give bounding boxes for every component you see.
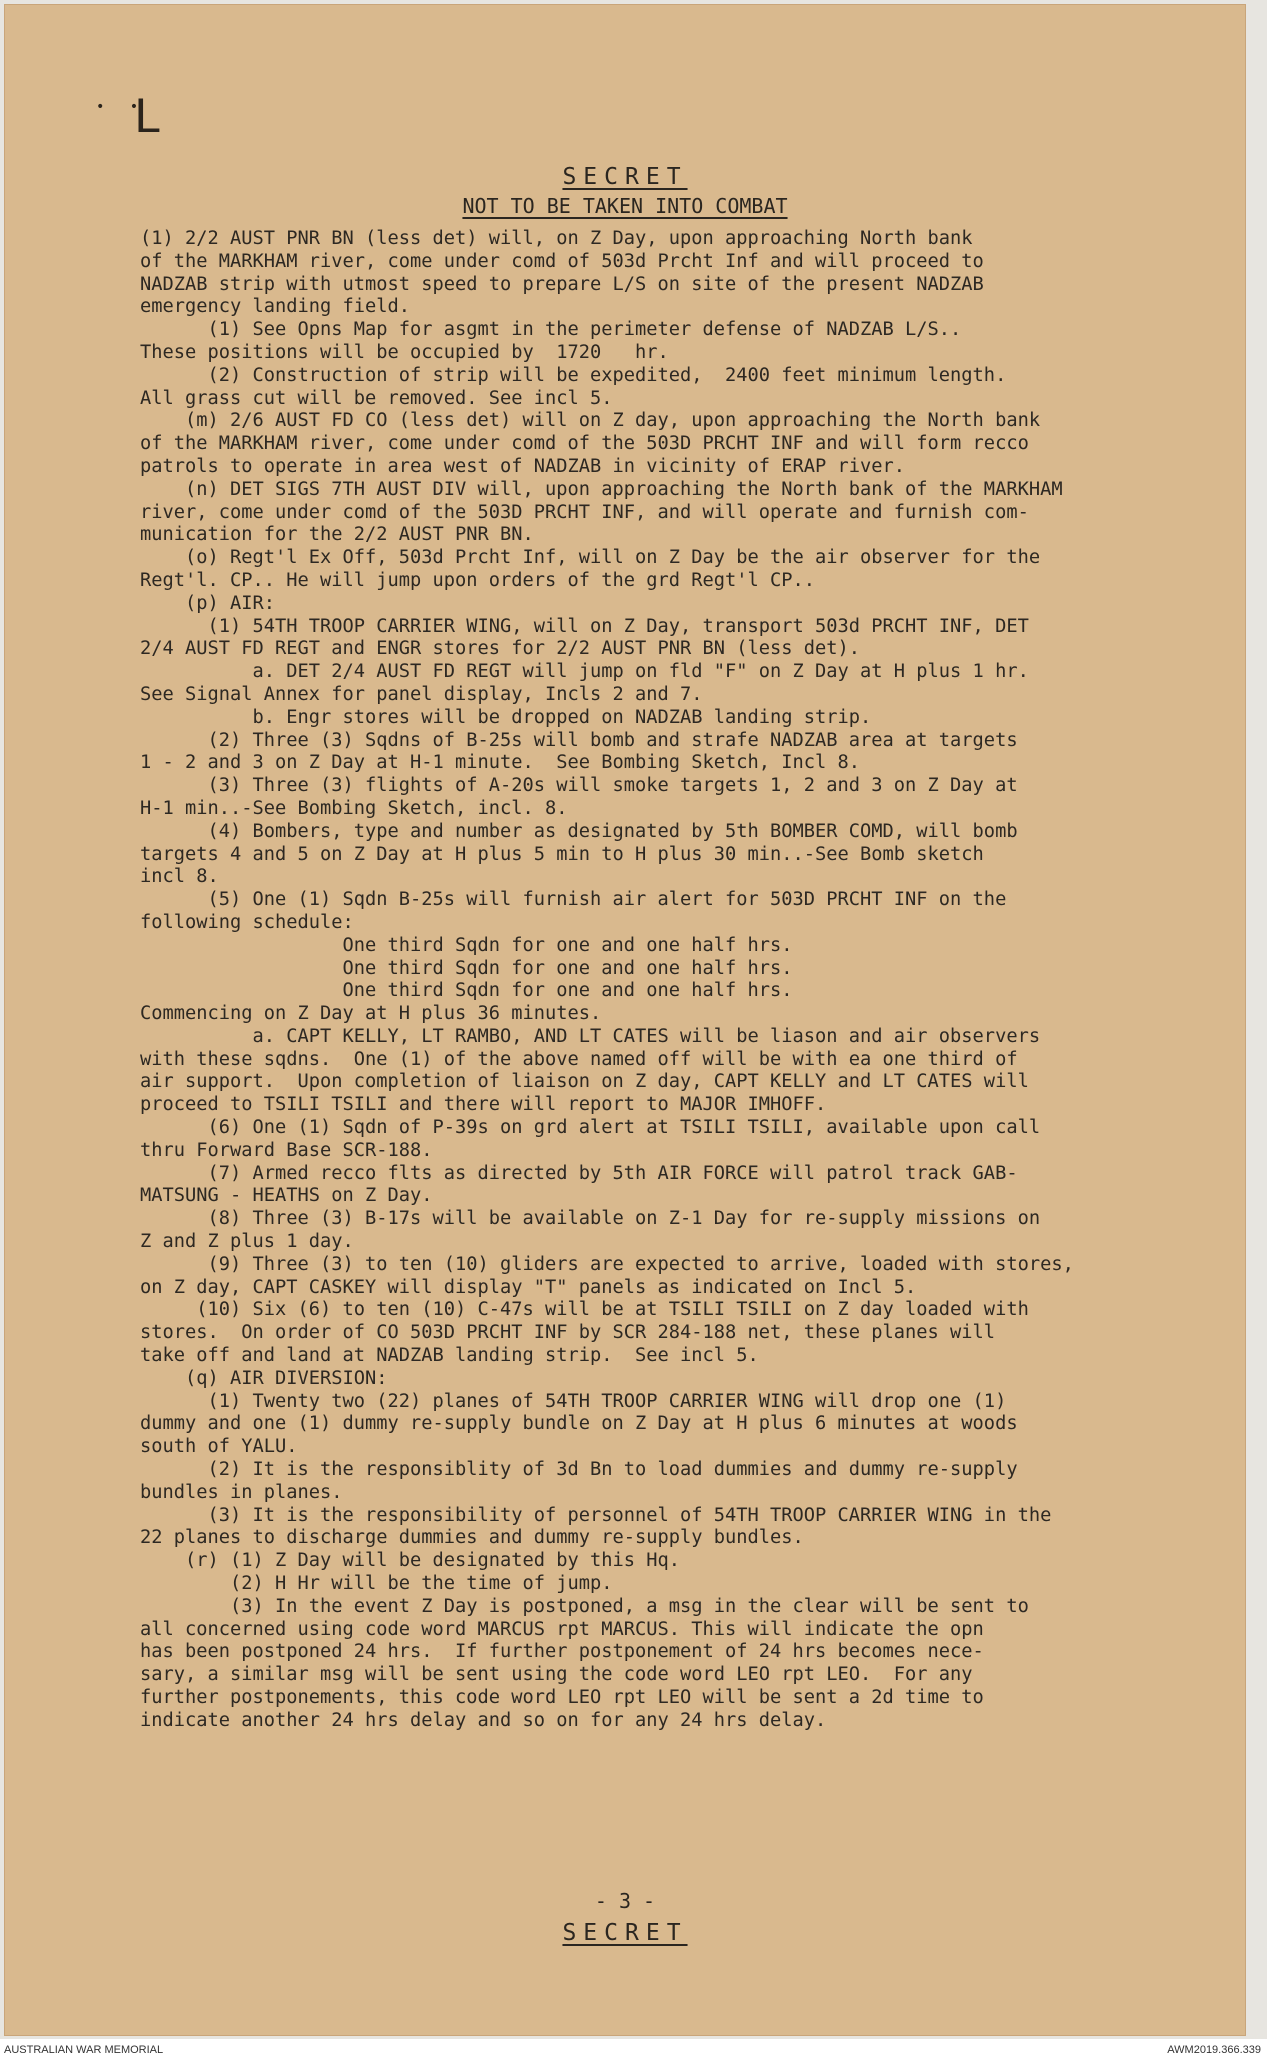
- document-line: (o) Regt'l Ex Off, 503d Prcht Inf, will on Z Day be the air observer for the: [140, 547, 1041, 569]
- document-body: [140, 228, 1130, 1733]
- document-line: (3) Three (3) flights of A-20s will smoke targets 1, 2 and 3 on Z Day at: [140, 775, 1018, 797]
- document-line: 22 planes to discharge dummies and dummy re-supply bundles.: [140, 1527, 804, 1549]
- document-line: b. Engr stores will be dropped on NADZAB landing strip.: [140, 706, 872, 728]
- document-line: (p) AIR:: [140, 592, 276, 614]
- document-line: all concerned using code word MARCUS rpt MARCUS. This will indicate the opn: [140, 1618, 984, 1640]
- document-line: (q) AIR DIVERSION:: [140, 1367, 388, 1389]
- punch-mark: • •: [96, 99, 139, 115]
- document-line: further postponements, this code word LEO rpt LEO will be sent a 2d time to: [140, 1687, 984, 1708]
- document-line: (2) It is the responsiblity of 3d Bn to load dummies and dummy re-supply: [140, 1459, 1018, 1481]
- document-line: river, come under comd of the 503D PRCHT INF, and will operate and furnish com-: [140, 501, 1029, 523]
- document-line: (2) H Hr will be the time of jump.: [140, 1573, 613, 1595]
- document-line: 1 - 2 and 3 on Z Day at H-1 minute. See Bombing Sketch, Incl 8.: [140, 752, 861, 774]
- document-line: dummy and one (1) dummy re-supply bundle on Z Day at H plus 6 minutes at woods: [140, 1413, 1018, 1435]
- document-line: incl 8.: [140, 866, 219, 888]
- document-line: (8) Three (3) B-17s will be available on Z-1 Day for re-supply missions on: [140, 1208, 1041, 1230]
- document-line: has been postponed 24 hrs. If further postponement of 24 hrs becomes nece-: [140, 1641, 984, 1663]
- document-line: Z and Z plus 1 day.: [140, 1231, 354, 1253]
- document-line: NADZAB strip with utmost speed to prepare L/S on site of the present NADZAB: [140, 273, 984, 295]
- document-line: south of YALU.: [140, 1436, 298, 1458]
- document-line: take off and land at NADZAB landing strip. See incl 5.: [140, 1345, 759, 1367]
- footer-secret: SECRET: [562, 1920, 688, 1946]
- document-line: sary, a similar msg will be sent using the code word LEO rpt LEO. For any: [140, 1664, 973, 1686]
- document-line: (1) See Opns Map for asgmt in the perimeter defense of NADZAB L/S..: [140, 319, 962, 341]
- document-line: (1) Twenty two (22) planes of 54TH TROOP CARRIER WING will drop one (1): [140, 1390, 1007, 1412]
- document-line: (9) Three (3) to ten (10) gliders are expected to arrive, loaded with stores,: [140, 1253, 1074, 1275]
- document-line: 2/4 AUST FD REGT and ENGR stores for 2/2 AUST PNR BN (less det).: [140, 638, 861, 660]
- document-line: on Z day, CAPT CASKEY will display "T" panels as indicated on Incl 5.: [140, 1276, 917, 1298]
- document-line: Commencing on Z Day at H plus 36 minutes.: [140, 1003, 602, 1025]
- document-line: One third Sqdn for one and one half hrs.: [140, 980, 793, 1002]
- document-line: MATSUNG - HEATHS on Z Day.: [140, 1185, 433, 1207]
- document-line: (3) It is the responsibility of personnel of 54TH TROOP CARRIER WING in the: [140, 1504, 1052, 1526]
- archive-name: AUSTRALIAN WAR MEMORIAL: [4, 2044, 164, 2056]
- document-line: One third Sqdn for one and one half hrs.: [140, 957, 793, 979]
- document-line: (5) One (1) Sqdn B-25s will furnish air alert for 503D PRCHT INF on the: [140, 889, 1007, 911]
- document-line: (r) (1) Z Day will be designated by this Hq.: [140, 1550, 681, 1572]
- document-line: (6) One (1) Sqdn of P-39s on grd alert at TSILI TSILI, available upon call: [140, 1117, 1041, 1139]
- document-line: (4) Bombers, type and number as designated by 5th BOMBER COMD, will bomb: [140, 820, 1018, 842]
- document-line: (7) Armed recco flts as directed by 5th AIR FORCE will patrol track GAB-: [140, 1162, 1018, 1184]
- document-line: (m) 2/6 AUST FD CO (less det) will on Z day, upon approaching the North bank: [140, 410, 1041, 432]
- document-line: (3) In the event Z Day is postponed, a msg in the clear will be sent to: [140, 1595, 1029, 1617]
- document-line: indicate another 24 hrs delay and so on for any 24 hrs delay.: [140, 1709, 827, 1731]
- document-line: (1) 54TH TROOP CARRIER WING, will on Z Day, transport 503d PRCHT INF, DET: [140, 615, 1029, 637]
- document-line: emergency landing field.: [140, 296, 411, 318]
- document-line: proceed to TSILI TSILI and there will report to MAJOR IMHOFF.: [140, 1094, 827, 1116]
- page-number: - 3 -: [594, 1889, 656, 1913]
- document-line: patrols to operate in area west of NADZAB in vicinity of ERAP river.: [140, 455, 906, 477]
- document-line: One third Sqdn for one and one half hrs.: [140, 934, 793, 956]
- document-line: with these sqdns. One (1) of the above named off will be with ea one third of: [140, 1048, 1018, 1070]
- document-line: (10) Six (6) to ten (10) C-47s will be at TSILI TSILI on Z day loaded with: [140, 1299, 1029, 1321]
- document-line: targets 4 and 5 on Z Day at H plus 5 min to H plus 30 min..-See Bomb sketch: [140, 843, 984, 865]
- document-line: (2) Three (3) Sqdns of B-25s will bomb and strafe NADZAB area at targets: [140, 729, 1018, 751]
- header-subtitle: NOT TO BE TAKEN INTO COMBAT: [462, 194, 788, 218]
- archive-id: AWM2019.366.339: [1167, 2044, 1261, 2056]
- document-line: of the MARKHAM river, come under comd of the 503D PRCHT INF and will form recco: [140, 433, 1029, 455]
- document-line: H-1 min..-See Bombing Sketch, incl. 8.: [140, 797, 568, 819]
- document-line: a. DET 2/4 AUST FD REGT will jump on fld "F" on Z Day at H plus 1 hr.: [140, 661, 1029, 683]
- document-line: See Signal Annex for panel display, Incls 2 and 7.: [140, 683, 703, 705]
- archive-strip: [0, 2039, 1267, 2061]
- document-line: These positions will be occupied by 1720 hr.: [140, 341, 669, 363]
- document-line: munication for the 2/2 AUST PNR BN.: [140, 524, 534, 546]
- document-line: (2) Construction of strip will be expedited, 2400 feet minimum length.: [140, 364, 1007, 386]
- document-line: a. CAPT KELLY, LT RAMBO, AND LT CATES will be liason and air observers: [140, 1025, 1041, 1047]
- handwritten-mark: ᒪ: [134, 89, 160, 143]
- header-secret: SECRET: [562, 164, 688, 190]
- document-line: air support. Upon completion of liaison on Z day, CAPT KELLY and LT CATES will: [140, 1071, 1029, 1093]
- document-line: thru Forward Base SCR-188.: [140, 1139, 433, 1161]
- document-line: All grass cut will be removed. See incl 5.: [140, 387, 613, 409]
- document-line: (n) DET SIGS 7TH AUST DIV will, upon approaching the North bank of the MARKHAM: [140, 478, 1063, 500]
- document-line: Regt'l. CP.. He will jump upon orders of the grd Regt'l CP..: [140, 569, 816, 591]
- document-line: of the MARKHAM river, come under comd of 503d Prcht Inf and will proceed to: [140, 250, 984, 272]
- document-line: stores. On order of CO 503D PRCHT INF by SCR 284-188 net, these planes will: [140, 1322, 996, 1344]
- document-line: following schedule:: [140, 911, 354, 933]
- document-page: [4, 4, 1246, 2036]
- document-line: bundles in planes.: [140, 1481, 343, 1503]
- document-line: (1) 2/2 AUST PNR BN (less det) will, on Z Day, upon approaching North bank: [140, 228, 973, 249]
